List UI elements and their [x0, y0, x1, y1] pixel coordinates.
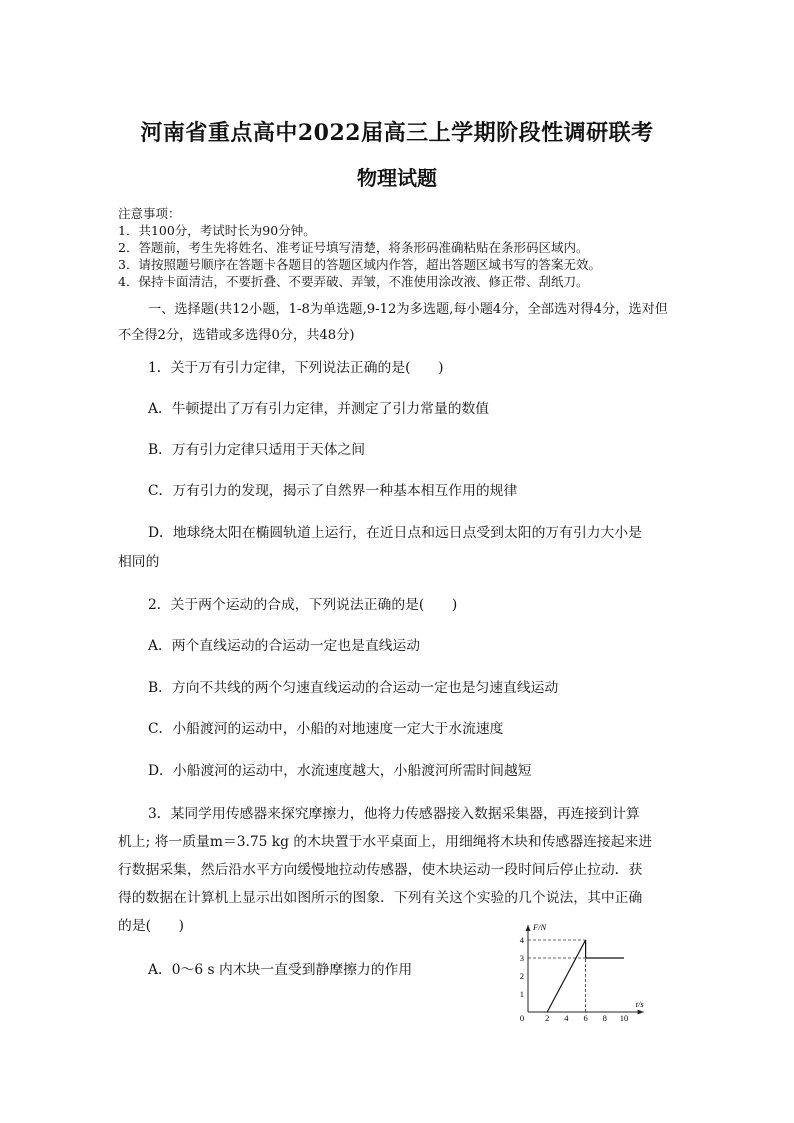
- q3-stem-line-2: 机上; 将一质量m＝3.75 kg 的木块置于水平桌面上，用细绳将木块和传感器连接起来进: [118, 834, 653, 850]
- q2-option-d: D．小船渡河的运动中，水流速度越大，小船渡河所需时间越短: [148, 763, 532, 779]
- notice-item-4: 4．保持卡面清洁，不要折叠、不要弄破、弄皱，不准使用涂改液、修正带、刮纸刀。: [118, 274, 589, 289]
- notice-item-2: 2．答题前，考生先将姓名、准考证号填写清楚，将条形码准确粘贴在条形码区域内。: [118, 240, 589, 255]
- q1-option-d: D．地球绕太阳在椭圆轨道上运行，在近日点和远日点受到太阳的万有引力大小是: [148, 525, 642, 541]
- notice-heading: 注意事项：: [118, 206, 181, 221]
- section-1-intro-cont: 不全得2分，选错或多选得0分，共48分): [118, 328, 355, 343]
- q2-option-c: C．小船渡河的运动中，小船的对地速度一定大于水流速度: [148, 721, 504, 737]
- paper-title: 河南省重点高中2022届高三上学期阶段性调研联考: [140, 120, 654, 146]
- q1-option-a: A．牛顿提出了万有引力定律，并测定了引力常量的数值: [148, 401, 490, 417]
- y-tick-label-4: 4: [519, 935, 524, 945]
- force-time-graph: [510, 922, 670, 1022]
- x-axis-arrow: [638, 1010, 644, 1015]
- notice-item-3: 3．请按照题号顺序在答题卡各题目的答题区域内作答，超出答题区域书写的答案无效。: [118, 257, 601, 272]
- y-axis-label: F/N: [533, 922, 547, 932]
- paper-subtitle: 物理试题: [357, 166, 437, 190]
- y-axis-arrow: [526, 925, 531, 931]
- q2-stem: 2．关于两个运动的合成，下列说法正确的是( ): [148, 597, 458, 613]
- x-tick-label-6: 6: [583, 1013, 588, 1022]
- q2-option-a: A．两个直线运动的合运动一定也是直线运动: [148, 638, 421, 654]
- y-tick-label-3: 3: [519, 953, 524, 963]
- q1-option-d-cont: 相同的: [118, 554, 160, 570]
- x-tick-label-10: 10: [619, 1013, 629, 1022]
- x-tick-label-2: 2: [545, 1013, 550, 1022]
- x-tick-label-4: 4: [564, 1013, 569, 1022]
- x-tick-label-0: 0: [519, 1013, 525, 1022]
- q3-stem-line-4: 得的数据在计算机上显示出如图所示的图象．下列有关这个实验的几个说法，其中正确: [118, 890, 643, 906]
- q1-option-b: B．万有引力定律只适用于天体之间: [148, 442, 366, 458]
- q3-stem-line-5: 的是( ): [118, 918, 184, 934]
- q1-option-c: C．万有引力的发现，揭示了自然界一种基本相互作用的规律: [148, 483, 518, 499]
- x-axis-label: t/s: [635, 999, 644, 1009]
- y-tick-label-2: 2: [519, 971, 524, 981]
- q1-stem: 1．关于万有引力定律，下列说法正确的是( ): [148, 360, 444, 376]
- q3-stem-line-3: 行数据采集，然后沿水平方向缓慢地拉动传感器，使木块运动一段时间后停止拉动．获: [118, 862, 643, 878]
- y-tick-label-1: 1: [519, 989, 524, 999]
- section-1-intro: 一、选择题(共12小题，1-8为单选题,9-12为多选题,每小题4分，全部选对得4分，选对但: [148, 302, 668, 317]
- q3-option-a: A．0～6 s 内木块一直受到静摩擦力的作用: [148, 962, 413, 978]
- q2-option-b: B．方向不共线的两个匀速直线运动的合运动一定也是匀速直线运动: [148, 680, 559, 696]
- x-tick-label-8: 8: [602, 1013, 607, 1022]
- q3-stem-line-1: 3．某同学用传感器来探究摩擦力，他将力传感器接入数据采集器，再连接到计算: [148, 806, 640, 822]
- notice-item-1: 1．共100分，考试时长为90分钟。: [118, 223, 316, 238]
